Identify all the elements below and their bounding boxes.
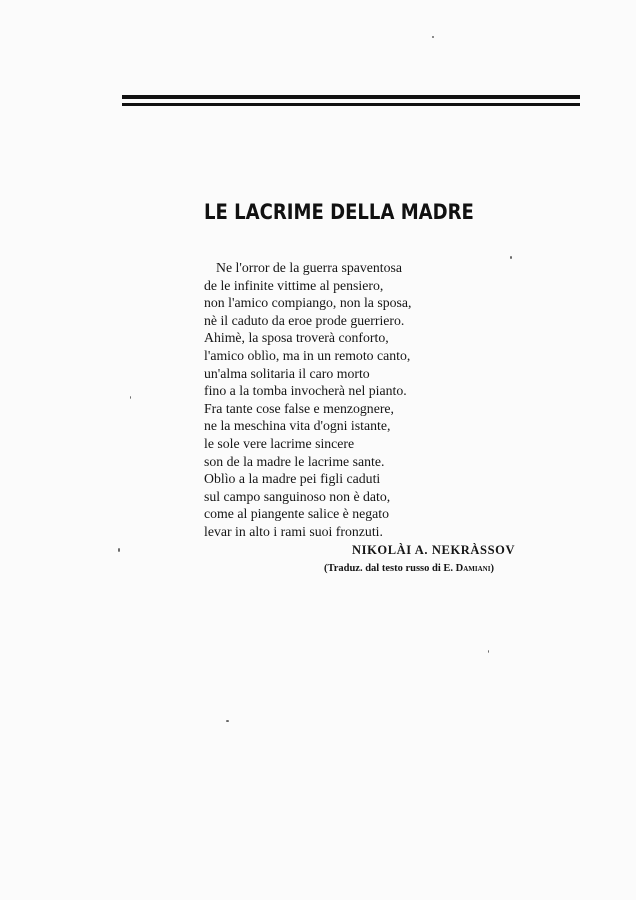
poem-line: le sole vere lacrime sincere <box>204 435 355 451</box>
poem-line: de le infinite vittime al pensiero, <box>204 277 384 293</box>
poem-line: Fra tante cose false e menzognere, <box>204 400 394 416</box>
scan-speck <box>130 396 131 399</box>
scan-speck <box>510 256 512 259</box>
author-signature: NIKOLÀI A. NEKRÀSSOV <box>352 543 516 557</box>
poem-line: fino a la tomba invocherà nel pianto. <box>204 383 407 399</box>
poem-line: son de la madre le lacrime sante. <box>204 453 385 469</box>
poem-line: come al piangente salice è negato <box>204 506 390 522</box>
credit-prefix: (Traduz. dal testo russo di E. <box>324 563 456 574</box>
poem-line: ne la meschina vita d'ogni istante, <box>204 418 391 434</box>
scan-speck <box>488 650 489 653</box>
poem-line: Oblìo a la madre pei figli caduti <box>204 471 381 487</box>
scan-speck <box>432 36 434 38</box>
credit-suffix: ) <box>490 563 494 574</box>
poem-body <box>204 259 464 541</box>
poem-line: l'amico oblìo, ma in un remoto canto, <box>204 347 411 363</box>
poem-line: Ahimè, la sposa troverà conforto, <box>204 330 389 346</box>
poem-line: levar in alto i rami suoi fronzuti. <box>204 523 383 539</box>
translator-name: Damiani <box>455 563 491 574</box>
poem-title: LE LACRIME DELLA MADRE <box>204 200 474 224</box>
poem-line: Ne l'orror de la guerra spaventosa <box>216 260 402 275</box>
poem-line: sul campo sanguinoso non è dato, <box>204 488 391 504</box>
top-rule-thin <box>122 103 580 106</box>
translation-credit <box>324 563 494 574</box>
poem-line: nè il caduto da eroe prode guerriero. <box>204 312 405 328</box>
poem-line: non l'amico compiango, non la sposa, <box>204 295 412 311</box>
top-rule-thick <box>122 95 580 99</box>
scan-speck <box>226 720 229 722</box>
poem-line: un'alma solitaria il caro morto <box>204 365 370 381</box>
scan-speck <box>118 548 120 552</box>
